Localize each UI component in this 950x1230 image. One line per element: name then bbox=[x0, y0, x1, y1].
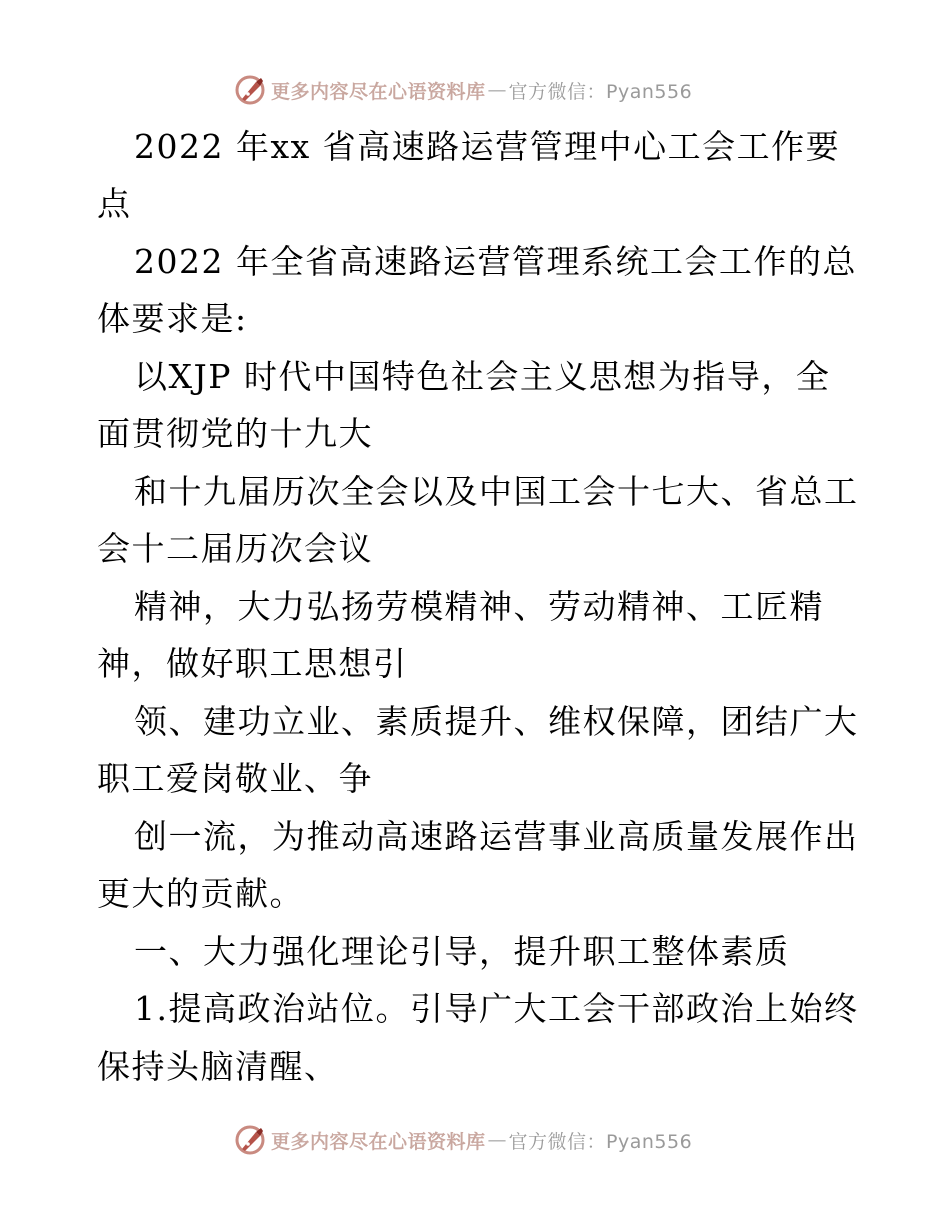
paragraph-line: 神，做好职工思想引 bbox=[97, 644, 408, 683]
paragraph-line: 更大的贡献。 bbox=[97, 874, 304, 913]
paragraph-line: 创一流，为推动高速路运营事业高质量发展作出 bbox=[134, 817, 859, 856]
paragraph-line: 体要求是: bbox=[97, 299, 248, 338]
paragraph-line: 2022 年全省高速路运营管理系统工会工作的总 bbox=[134, 242, 857, 281]
watermark-dash: — bbox=[487, 79, 507, 101]
watermark-banner-top bbox=[233, 70, 692, 110]
pen-nib-logo-icon bbox=[233, 73, 267, 107]
paragraph-line: 领、建功立业、素质提升、维权保障，团结广大 bbox=[134, 702, 859, 741]
section-heading: 一、大力强化理论引导，提升职工整体素质 bbox=[134, 932, 790, 971]
paragraph-line: 会十二届历次会议 bbox=[97, 529, 373, 568]
document-title-line-1: 2022 年xx 省高速路运营管理中心工会工作要 bbox=[134, 127, 841, 166]
paragraph-line: 以XJP 时代中国特色社会主义思想为指导，全 bbox=[134, 357, 831, 396]
watermark-slogan: 更多内容尽在心语资料库 bbox=[271, 1130, 486, 1153]
paragraph-line: 职工爱岗敬业、争 bbox=[97, 759, 373, 798]
watermark-contact: 官方微信：Pyan556 bbox=[508, 80, 693, 103]
paragraph-line: 精神，大力弘扬劳模精神、劳动精神、工匠精 bbox=[134, 587, 824, 626]
numbered-item-line: 1.提高政治站位。引导广大工会干部政治上始终 bbox=[134, 989, 859, 1028]
paragraph-line: 和十九届历次全会以及中国工会十七大、省总工 bbox=[134, 472, 859, 511]
watermark-banner-bottom bbox=[233, 1120, 692, 1160]
watermark-dash: — bbox=[487, 1129, 507, 1151]
numbered-item-line: 保持头脑清醒、 bbox=[97, 1047, 339, 1086]
watermark-slogan: 更多内容尽在心语资料库 bbox=[271, 80, 486, 103]
paragraph-line: 面贯彻党的十九大 bbox=[97, 414, 373, 453]
watermark-contact: 官方微信：Pyan556 bbox=[508, 1130, 693, 1153]
pen-nib-logo-icon bbox=[233, 1123, 267, 1157]
document-title-line-2: 点 bbox=[97, 184, 132, 223]
